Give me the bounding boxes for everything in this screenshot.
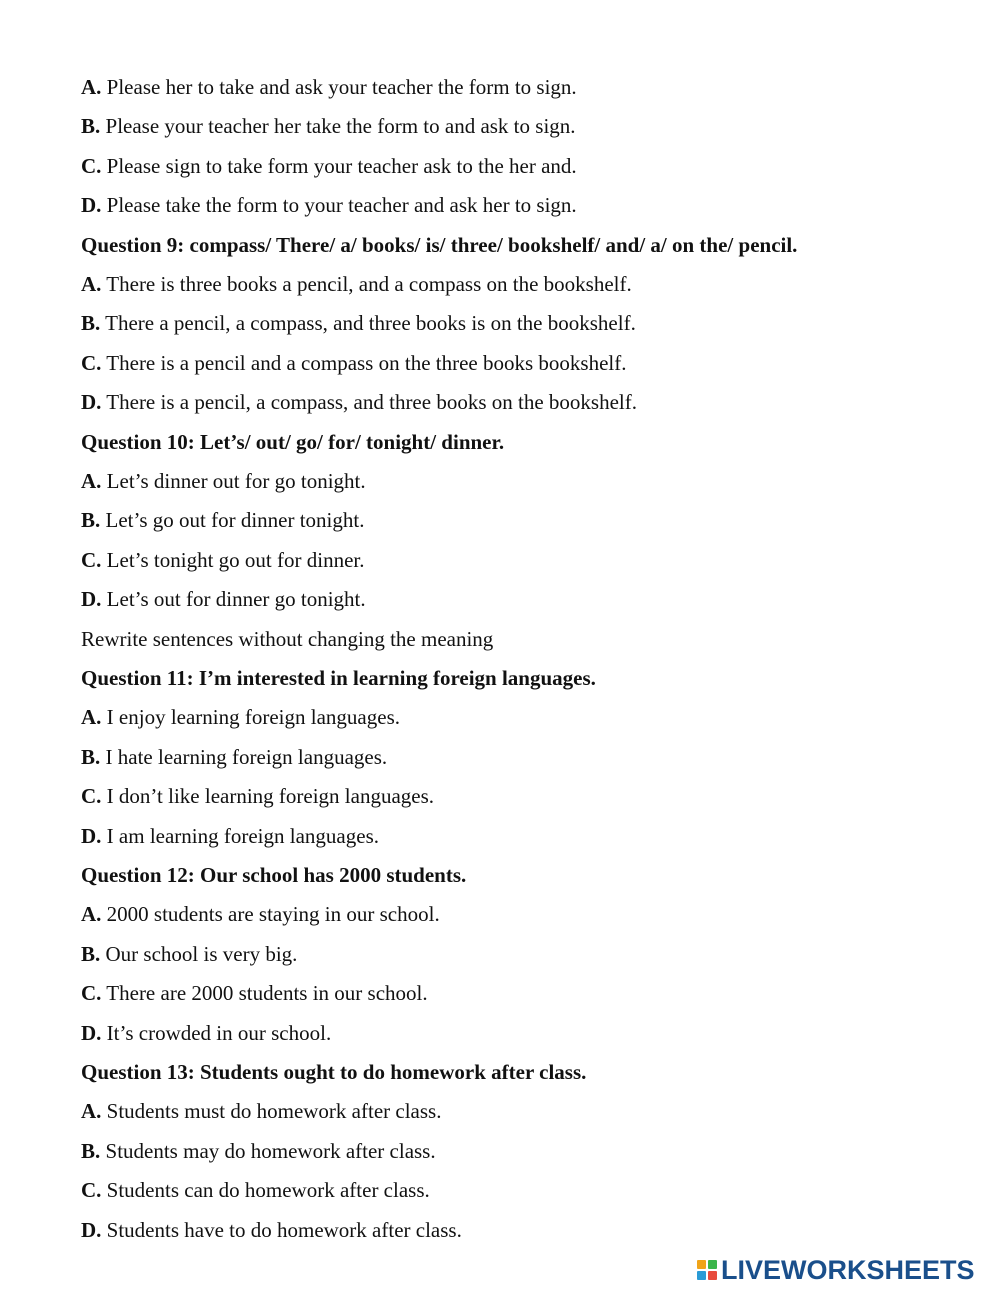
option-letter: B. [81, 1138, 101, 1163]
answer-option [81, 586, 366, 612]
answer-option [81, 783, 434, 809]
option-letter: D. [81, 1217, 102, 1242]
question-heading: Question 11: I’m interested in learning foreign languages. [81, 666, 596, 690]
answer-option [81, 1138, 436, 1164]
option-text: There a pencil, a compass, and three books is on the bookshelf. [100, 311, 636, 336]
logo-blocks-icon [697, 1260, 717, 1280]
option-text: Students can do homework after class. [101, 1178, 430, 1203]
option-text: I don’t like learning foreign languages. [101, 784, 435, 809]
option-letter: C. [81, 153, 102, 178]
option-text: There are 2000 students in our school. [101, 981, 428, 1006]
option-text: I enjoy learning foreign languages. [101, 705, 400, 730]
answer-option [81, 113, 576, 139]
question-heading: Question 13: Students ought to do homework after class. [81, 1060, 587, 1084]
option-text: There is a pencil, a compass, and three books on the bookshelf. [101, 390, 637, 415]
answer-option [81, 389, 637, 415]
option-letter: B. [81, 114, 101, 139]
question-heading: Question 9: compass/ There/ a/ books/ is/ three/ bookshelf/ and/ a/ on the/ pencil. [81, 232, 798, 257]
option-letter: D. [81, 390, 102, 415]
answer-option [81, 507, 364, 533]
option-text: There is a pencil and a compass on the three books bookshelf. [101, 350, 627, 375]
option-letter: D. [81, 1020, 102, 1045]
answer-option [81, 350, 626, 376]
answer-option [81, 271, 632, 297]
question-heading: Question 10: Let’s/ out/ go/ for/ tonight/ dinner. [81, 429, 505, 454]
answer-option [81, 823, 379, 849]
option-text: Our school is very big. [100, 941, 298, 966]
answer-option [81, 547, 364, 573]
answer-option [81, 901, 440, 927]
option-text: There is three books a pencil, and a compass on the bookshelf. [101, 272, 632, 296]
option-letter: C. [81, 981, 102, 1006]
option-text: Let’s dinner out for go tonight. [101, 469, 366, 493]
option-letter: A. [81, 469, 102, 493]
option-letter: B. [81, 508, 101, 533]
answer-option [81, 74, 577, 100]
option-letter: D. [81, 823, 102, 848]
option-letter: C. [81, 1178, 102, 1203]
option-text: I hate learning foreign languages. [100, 744, 388, 769]
option-text: 2000 students are staying in our school. [101, 902, 440, 927]
option-text: Let’s tonight go out for dinner. [101, 547, 365, 572]
answer-option [81, 941, 297, 967]
answer-option [81, 310, 636, 336]
option-letter: B. [81, 941, 101, 966]
answer-option [81, 1177, 430, 1203]
option-letter: A. [81, 705, 102, 730]
answer-option [81, 1098, 441, 1124]
option-letter: C. [81, 547, 102, 572]
option-letter: B. [81, 311, 101, 336]
option-text: I am learning foreign languages. [101, 823, 379, 848]
answer-option [81, 744, 387, 770]
answer-option [81, 468, 366, 494]
option-letter: D. [81, 193, 102, 218]
answer-option [81, 153, 577, 179]
option-letter: A. [81, 75, 102, 99]
answer-option [81, 1217, 462, 1243]
option-letter: B. [81, 744, 101, 769]
option-text: Let’s out for dinner go tonight. [101, 587, 366, 612]
answer-option [81, 192, 577, 218]
answer-option [81, 1020, 331, 1046]
option-letter: A. [81, 1099, 102, 1124]
option-letter: D. [81, 587, 102, 612]
option-text: Students may do homework after class. [100, 1138, 436, 1163]
option-text: Let’s go out for dinner tonight. [100, 508, 365, 533]
question-heading: Question 12: Our school has 2000 students. [81, 863, 467, 887]
option-text: Please her to take and ask your teacher the form to sign. [101, 75, 577, 99]
option-text: Please sign to take form your teacher ask to the her and. [101, 153, 577, 178]
option-letter: C. [81, 784, 102, 809]
option-text: Students have to do homework after class. [101, 1217, 462, 1242]
option-text: Please take the form to your teacher and ask her to sign. [101, 193, 577, 218]
answer-option [81, 980, 428, 1006]
option-text: It’s crowded in our school. [101, 1020, 332, 1045]
instruction-text: Rewrite sentences without changing the meaning [81, 626, 494, 651]
option-letter: A. [81, 272, 102, 296]
liveworksheets-logo [697, 1255, 975, 1285]
answer-option [81, 704, 400, 730]
logo-text: LIVEWORKSHEETS [721, 1254, 975, 1285]
option-letter: C. [81, 350, 102, 375]
option-letter: A. [81, 902, 102, 927]
option-text: Students must do homework after class. [101, 1099, 442, 1124]
option-text: Please your teacher her take the form to and ask to sign. [100, 114, 576, 139]
